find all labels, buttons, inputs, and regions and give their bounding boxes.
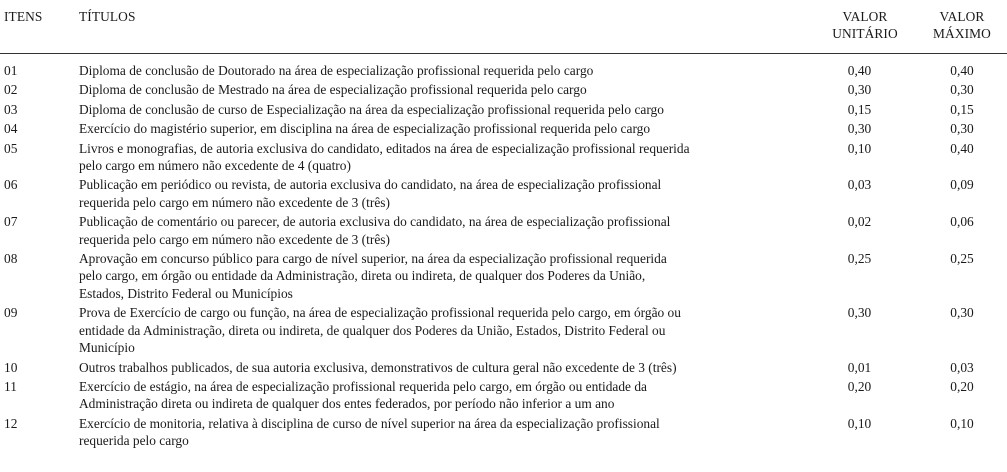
item-number: 11	[4, 378, 17, 394]
header-titulos: TÍTULOS	[79, 9, 136, 24]
valor-unitario: 0,03	[847, 177, 872, 193]
table-row	[0, 140, 1007, 175]
valor-unitario: 0,15	[847, 101, 872, 117]
item-title-line: pelo cargo, em órgão ou entidade da Administração, direta ou indireta, de qualquer dos Poderes da União,	[79, 268, 646, 284]
item-number: 06	[4, 177, 18, 193]
item-number: 10	[4, 359, 18, 375]
item-number: 03	[4, 101, 18, 117]
valor-unitario: 0,10	[847, 140, 872, 156]
header-valor-maximo-line2: MÁXIMO	[933, 26, 991, 42]
valor-unitario: 0,25	[847, 251, 872, 267]
item-title-line: requerida pelo cargo em número não excedente de 3 (três)	[79, 194, 390, 210]
item-title-line: Outros trabalhos publicados, de sua autoria exclusiva, demonstrativos de cultura geral não excedente de 3 (três)	[79, 359, 677, 375]
item-title	[75, 62, 802, 79]
item-title-line: Exercício do magistério superior, em disciplina na área de especialização profissional requerida pelo cargo	[79, 121, 651, 137]
valor-unitario: 0,40	[847, 63, 872, 78]
item-title-line: Diploma de conclusão de curso de Especialização na área da especialização profissional requerida pelo cargo	[79, 101, 664, 117]
table-row	[0, 81, 1007, 98]
valor-maximo: 0,09	[950, 177, 974, 193]
item-title	[75, 378, 802, 413]
table-header	[0, 8, 1007, 48]
item-title-line: pelo cargo em número não excedente de 4 (quatro)	[79, 158, 351, 174]
item-title	[75, 140, 802, 175]
table-row	[0, 415, 1007, 450]
item-number: 07	[4, 214, 18, 230]
item-title	[75, 101, 802, 118]
item-title	[75, 213, 802, 248]
item-number: 02	[4, 82, 18, 98]
item-title	[75, 176, 802, 211]
item-title	[75, 81, 802, 98]
header-valor-unitario-line2: UNITÁRIO	[832, 26, 898, 42]
item-title-line: Diploma de conclusão de Doutorado na área de especialização profissional requerida pelo cargo	[79, 63, 594, 78]
table-row	[0, 62, 1007, 79]
item-title-line: Prova de Exercício de cargo ou função, na área de especialização profissional requerida pelo cargo, em órgão ou	[79, 305, 681, 321]
item-number: 12	[4, 415, 18, 431]
header-valor-unitario	[821, 8, 909, 43]
item-number: 09	[4, 305, 18, 321]
item-title	[75, 120, 802, 137]
valor-unitario: 0,20	[847, 378, 872, 394]
table-row	[0, 378, 1007, 413]
valor-maximo: 0,20	[950, 378, 974, 394]
header-valor-unitario-line1: VALOR	[842, 9, 888, 24]
valor-maximo: 0,30	[950, 82, 974, 98]
item-title-line: requerida pelo cargo em número não excedente de 3 (três)	[79, 231, 390, 247]
valor-maximo: 0,30	[950, 305, 974, 321]
valor-maximo: 0,03	[950, 359, 974, 375]
valor-maximo: 0,30	[950, 121, 974, 137]
item-title	[75, 359, 802, 376]
item-title-line: Estados, Distrito Federal ou Municípios	[79, 285, 293, 301]
valor-maximo: 0,15	[950, 101, 974, 117]
valor-unitario: 0,10	[847, 415, 872, 431]
item-title-line: Município	[79, 340, 135, 356]
header-itens: ITENS	[4, 9, 43, 24]
valor-unitario: 0,30	[847, 82, 872, 98]
valor-maximo: 0,40	[950, 140, 974, 156]
table-row	[0, 250, 1007, 302]
item-title	[75, 250, 802, 302]
valor-unitario: 0,01	[847, 359, 872, 375]
valor-maximo: 0,06	[950, 214, 974, 230]
valor-maximo: 0,25	[950, 251, 974, 267]
header-valor-maximo-line1: VALOR	[939, 9, 985, 24]
item-title-line: Administração direta ou indireta de qualquer dos entes federados, por período não inferior a um ano	[79, 396, 615, 412]
item-title	[75, 415, 802, 450]
item-number: 08	[4, 251, 18, 267]
item-title-line: entidade da Administração, direta ou indireta, de qualquer dos Poderes da União, Estados, Distrito Federal ou	[79, 322, 666, 338]
item-title-line: requerida pelo cargo	[79, 433, 189, 449]
table-row	[0, 304, 1007, 356]
valor-unitario: 0,02	[847, 214, 872, 230]
item-title-line: Exercício de monitoria, relativa à disciplina de curso de nível superior na área da especialização profissional	[79, 415, 660, 431]
valor-maximo: 0,40	[950, 63, 974, 78]
item-title-line: Diploma de conclusão de Mestrado na área de especialização profissional requerida pelo cargo	[79, 82, 587, 98]
item-title-line: Exercício de estágio, na área de especialização profissional requerida pelo cargo, em órgão ou entidade da	[79, 378, 647, 394]
table-row	[0, 176, 1007, 211]
item-title-line: Publicação de comentário ou parecer, de autoria exclusiva do candidato, na área de especialização profissional	[79, 214, 671, 230]
header-valor-maximo	[917, 8, 1007, 43]
table-body	[0, 62, 1007, 452]
item-title-line: Aprovação em concurso público para cargo de nível superior, na área da especialização profissional requerida	[79, 251, 667, 267]
header-divider	[0, 53, 1007, 54]
valor-unitario: 0,30	[847, 121, 872, 137]
item-title-line: Livros e monografias, de autoria exclusiva do candidato, editados na área de especialização profissional requerida	[79, 140, 690, 156]
table-row	[0, 120, 1007, 137]
valor-unitario: 0,30	[847, 305, 872, 321]
item-number: 05	[4, 140, 18, 156]
item-title	[75, 304, 802, 356]
valor-maximo: 0,10	[950, 415, 974, 431]
item-number: 04	[4, 121, 18, 137]
table-row	[0, 101, 1007, 118]
item-title-line: Publicação em periódico ou revista, de autoria exclusiva do candidato, na área de especialização profissional	[79, 177, 662, 193]
table-row	[0, 213, 1007, 248]
item-number: 01	[4, 63, 18, 78]
table-row	[0, 359, 1007, 376]
